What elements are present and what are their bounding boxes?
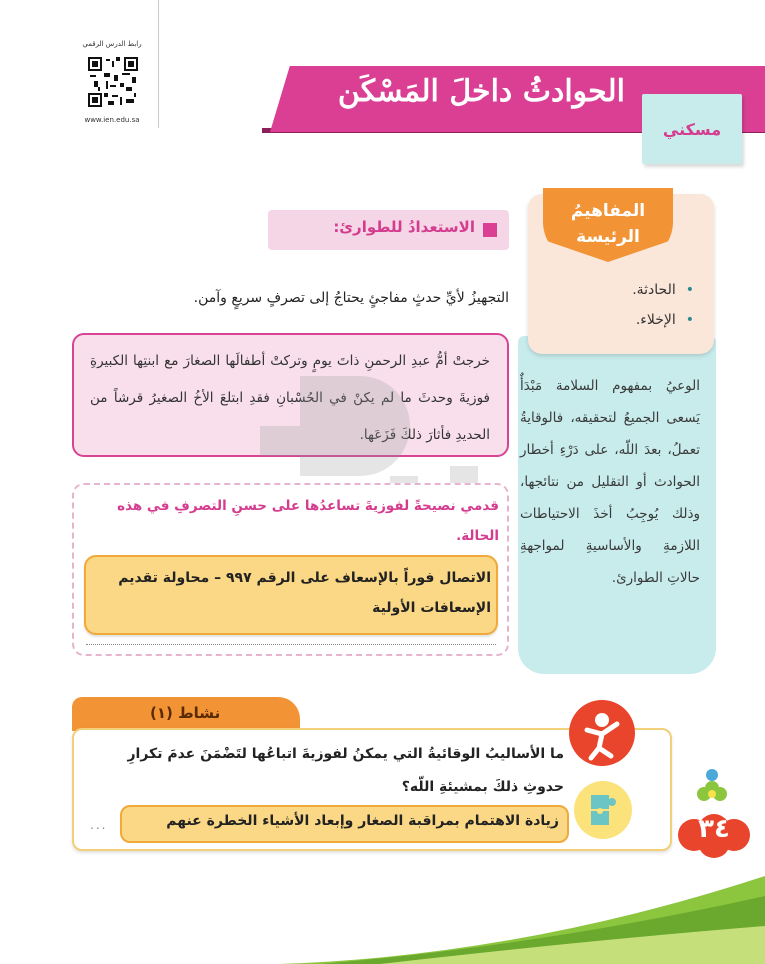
trailing-dots: ...	[90, 818, 108, 832]
activity-icon	[569, 700, 635, 766]
section-heading: الاستعدادُ للطوارئ:	[333, 218, 475, 236]
bottom-swoosh	[280, 866, 765, 964]
qr-url[interactable]: www.ien.edu.sa	[84, 116, 140, 124]
activity-label: نشاط (١)	[150, 704, 221, 722]
flower-icon	[690, 760, 740, 820]
puzzle-icon	[574, 781, 632, 839]
qr-code[interactable]	[88, 57, 138, 107]
page-number: ٣٤	[698, 814, 730, 844]
activity-answer: زيادة الاهتمام بمراقبة الصغار وإبعاد الأشياء الخطرة عنهم	[166, 813, 559, 829]
definition-text: التجهيزُ لأيِّ حدثٍ مفاجئٍ يحتاجُ إلى تصرفٍ سريعٍ وآمن.	[193, 290, 509, 306]
answer-line	[86, 644, 496, 645]
concepts-title	[543, 198, 673, 250]
person-icon	[569, 700, 635, 766]
divider	[158, 0, 159, 128]
activity-question: ما الأساليبُ الوقائيةُ التي يمكنُ لفوزيةَ اتباعُها لتَضْمَنَ عدمَ تكرارِ حدوثِ ذلكَ بمشيئةِ اللّه؟	[127, 746, 564, 795]
unit-tag	[642, 94, 742, 164]
advice-answer: الاتصال فوراً بالإسعاف على الرقم ٩٩٧ – محاولة تقديم الإسعافات الأولية	[118, 570, 491, 616]
section-bullet-icon	[483, 223, 497, 237]
qr-caption: رابط الدرس الرقمي	[82, 40, 142, 48]
page-title: الحوادثُ داخلَ المَسْكَن	[337, 74, 625, 109]
concepts-title-line1: المفاهيمُ	[570, 201, 646, 221]
story-text: خرجتْ أمُّ عبدِ الرحمنِ ذاتَ يومٍ وتركتْ أطفالَها الصغارَ مع ابنتِها الكبيرةِ فوزيةَ وحدثَ ما لم يكنْ في الحُسْبانِ فقدِ ابتلعَ الأخُ الصغيرُ قرشاً من الحديدِ فأثارَ ذلكَ فَزَعَها.	[90, 353, 490, 443]
unit-tag-label: مسكني	[662, 119, 722, 139]
concepts-title-line2: الرئيسة	[576, 227, 640, 247]
concept-item: • الحادثة.	[632, 282, 694, 298]
concepts-list	[632, 282, 694, 328]
concept-item: • الإخلاء.	[632, 312, 694, 328]
side-note-text: الوعيُ بمفهوم السلامة مَبْدَأٌ يَسعى الجميعُ لتحقيقه، فالوقايةُ تعملُ، بعدَ اللّه، على دَرْءِ أخطار الحوادث أو التقليل من نتائجها، وذلك يُوجِبُ أخذَ الاحتياطات اللازمةِ والأساسيةِ لمواجهةِ حالاتِ الطوارئ.	[520, 378, 700, 586]
advice-question: قدمي نصيحةً لفوزيةَ تساعدُها على حسنِ التصرفِ في هذه الحالة.	[117, 498, 499, 544]
